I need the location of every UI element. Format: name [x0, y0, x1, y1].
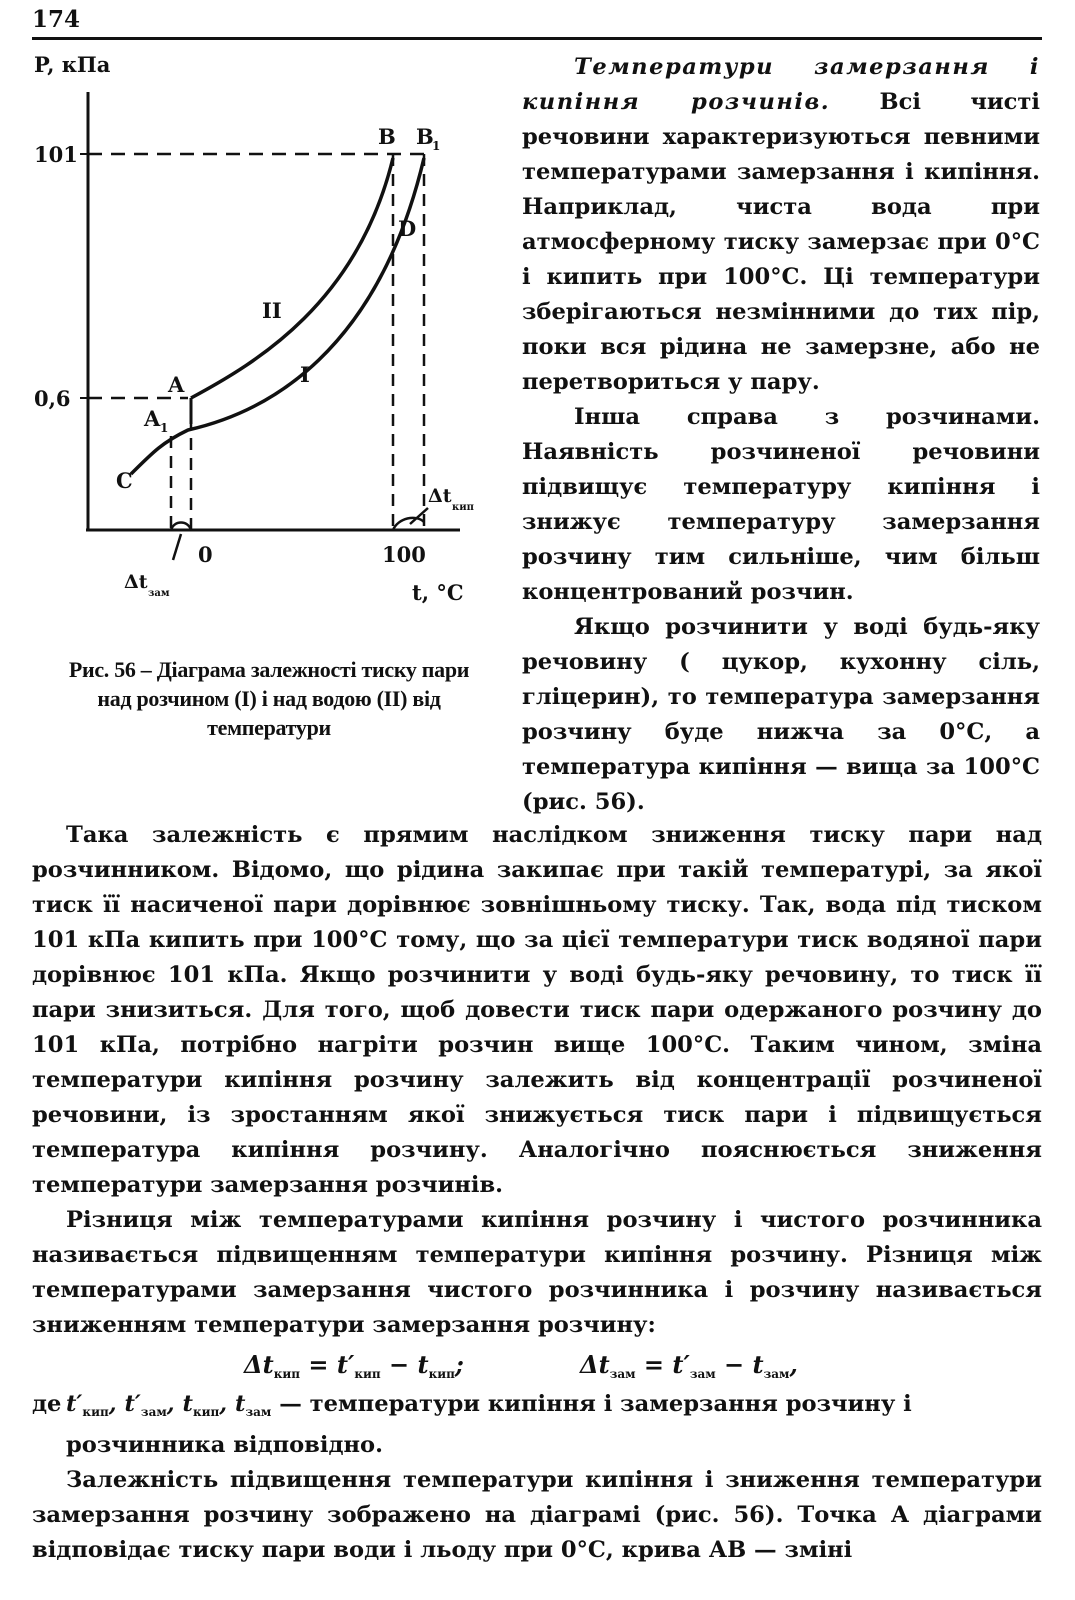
header-rule [32, 37, 1042, 40]
x-axis-label: t, °C [412, 580, 464, 605]
x-tick-100: 100 [382, 542, 426, 567]
paragraph-2: Інша справа з розчинами. Наявність розчиненої речовини підвищує температуру кипіння і знижує температуру замерзання розчину тим сильніше, чим більш концентрований розчин. [522, 404, 1040, 605]
dt-boil-sub: кип [452, 502, 474, 513]
formula-line [32, 1343, 1042, 1387]
formula-boiling: $\Delta t_{кип} = t'_{кип} - t_{кип}$; [244, 1350, 464, 1381]
point-B1-sub: 1 [432, 139, 441, 153]
paragraph-3: Якщо розчинити у воді будь-яку речовину ( цукор, кухонну сіль, гліцерин), то температура замерзання розчину буде нижча за 0°С, а температура кипіння — вища за 100°С (рис. 56). [522, 614, 1040, 815]
dt-freeze-label: Δt [124, 571, 148, 593]
x-tick-0: 0 [198, 542, 213, 567]
y-axis-label: P, кПа [34, 52, 111, 77]
paragraph-1-text: Всі чисті речовини характеризуються певними температурами замерзання і кипіння. Наприклад, чиста вода при атмосферному тиску замерзає при 0°С і кипить при 100°С. Ці температури зберігаються незмінними до тих пір, поки вся рідина не замерзне, або не перетвориться у пару. [522, 89, 1040, 395]
point-D: D [398, 216, 417, 241]
y-tick-101: 101 [34, 142, 78, 167]
dt-freeze-sub: зам [148, 588, 170, 599]
curve-I-label: I [300, 362, 310, 387]
point-A: A [168, 372, 185, 397]
paragraph-4: Така залежність є прямим наслідком зниження тиску пари над розчинником. Відомо, що рідина закипає при такій температурі, за якої тиск її насиченої пари дорівнює зовнішньому тиску. Так, вода під тиском 101 кПа кипить при 100°С тому, що за цієї температури тиск водяної пари дорівнює 101 кПа. Якщо розчинити у воді будь-яку речовину, то тиск її пари знизиться. Для того, щоб довести тиск пари одержаного розчину до 101 кПа, потрібно нагріти розчин вище 100°С. Таким чином, зміна температури кипіння розчину залежить від концентрації розчиненої речовини, із зростанням якої знижується тиск пари і підвищується температура кипіння розчину. Аналогічно пояснюється зниження температури замерзання розчинів. [32, 822, 1042, 1198]
where-definition: де $t'_{кип}$, $t'_{зам}$, $t_{кип}$, $t_{зам}$ — температури кипіння і замерзання розчину і розчинника відповідно. [32, 1391, 912, 1458]
dt-boil-label: Δt [428, 485, 452, 507]
main-text [32, 818, 1042, 1568]
point-A1: A [144, 406, 161, 431]
figure-caption: Рис. 56 – Діаграма залежності тиску пари над розчином (I) і над водою (II) від температури [68, 657, 470, 740]
right-column-text [522, 50, 1040, 820]
dt-boil-arc [393, 518, 424, 530]
dt-boil-pointer [410, 508, 428, 524]
point-B: B [378, 124, 396, 149]
paragraph-6: Залежність підвищення температури кипіння і зниження температури замерзання розчину зображено на діаграмі (рис. 56). Точка А діаграми відповідає тиску пари води і льоду при 0°С, крива АВ — зміні [32, 1467, 1042, 1563]
point-C: C [116, 468, 133, 493]
y-tick-06: 0,6 [34, 386, 71, 411]
section-heading: Температури замерзання і кипіння розчинів. [522, 54, 1040, 115]
figure-diagram [28, 52, 498, 612]
page-number: 174 [32, 6, 81, 33]
curve-II-label: II [262, 298, 282, 323]
paragraph-5: Різниця між температурами кипіння розчину і чистого розчинника називається підвищенням температури кипіння розчину. Різниця між температурами замерзання чистого розчинника і розчину називається зниженням температури замерзання розчину: [32, 1207, 1042, 1338]
formula-freezing: $\Delta t_{зам} = t'_{зам} - t_{зам}$, [580, 1350, 798, 1381]
paragraph-1 [522, 50, 1040, 400]
point-B1: B [416, 124, 434, 149]
curve-II-water [191, 158, 393, 398]
point-A1-sub: 1 [160, 421, 169, 435]
dt-freeze-pointer [173, 534, 181, 560]
